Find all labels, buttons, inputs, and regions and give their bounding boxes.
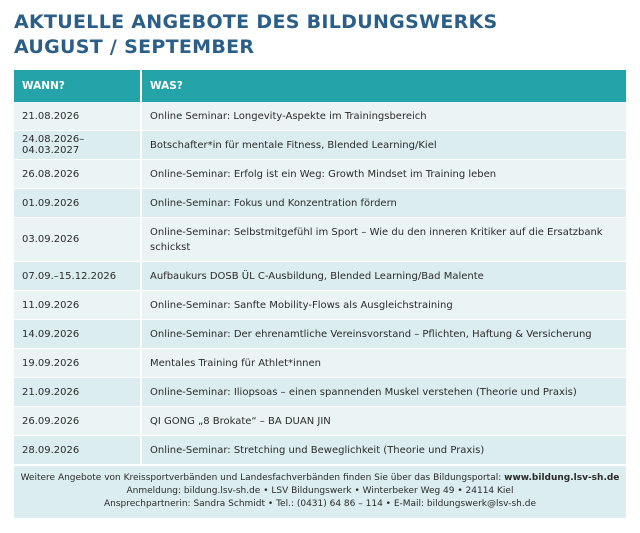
footer-line-2: Anmeldung: bildung.lsv-sh.de • LSV Bildungswerk • Winterbeker Weg 49 • 24114 Kiel — [126, 486, 514, 496]
table-row — [14, 291, 626, 320]
events-table — [14, 70, 626, 465]
event-title: Online-Seminar: Stretching und Beweglichkeit (Theorie und Praxis) — [150, 444, 485, 456]
table-row — [14, 189, 626, 218]
table-row — [14, 262, 626, 291]
event-date: 19.09.2026 — [14, 349, 142, 377]
portal-link[interactable]: www.bildung.lsv-sh.de — [504, 473, 620, 483]
footer-info — [14, 466, 626, 518]
event-title: Mentales Training für Athlet*innen — [150, 357, 321, 369]
header-when: WANN? — [14, 70, 142, 102]
table-row — [14, 160, 626, 189]
title-line-1: AKTUELLE ANGEBOTE DES BILDUNGSWERKS — [14, 11, 498, 33]
event-title: Aufbaukurs DOSB ÜL C-Ausbildung, Blended Learning/Bad Malente — [150, 270, 484, 282]
event-title: Online-Seminar: Selbstmitgefühl im Sport – Wie du den inneren Kritiker auf die Ersatzbank schickst — [150, 226, 603, 253]
table-row — [14, 320, 626, 349]
table-row — [14, 436, 626, 465]
event-title: Online-Seminar: Erfolg ist ein Weg: Growth Mindset im Training leben — [150, 168, 497, 180]
event-date: 01.09.2026 — [14, 189, 142, 217]
event-date: 11.09.2026 — [14, 291, 142, 319]
table-header — [14, 70, 626, 102]
event-date: 03.09.2026 — [14, 218, 142, 261]
event-title: Botschafter*in für mentale Fitness, Blended Learning/Kiel — [150, 139, 437, 151]
event-date: 26.09.2026 — [14, 407, 142, 435]
event-date: 24.08.2026–04.03.2027 — [14, 131, 142, 159]
event-title: Online-Seminar: Fokus und Konzentration fördern — [150, 197, 397, 209]
table-row — [14, 131, 626, 160]
footer-line-1 — [14, 472, 626, 485]
page-title — [14, 10, 498, 60]
event-date: 26.08.2026 — [14, 160, 142, 188]
event-date: 21.09.2026 — [14, 378, 142, 406]
event-date: 21.08.2026 — [14, 102, 142, 130]
event-title: Online-Seminar: Iliopsoas – einen spannenden Muskel verstehen (Theorie und Praxis) — [150, 386, 577, 398]
event-title: QI GONG „8 Brokate“ – BA DUAN JIN — [150, 415, 331, 427]
table-row — [14, 378, 626, 407]
event-title: Online-Seminar: Sanfte Mobility-Flows als Ausgleichstraining — [150, 299, 453, 311]
event-date: 28.09.2026 — [14, 436, 142, 464]
title-line-2: AUGUST / SEPTEMBER — [14, 36, 255, 58]
event-date: 07.09.–15.12.2026 — [14, 262, 142, 290]
table-row — [14, 218, 626, 262]
table-row — [14, 349, 626, 378]
footer-line-3: Ansprechpartnerin: Sandra Schmidt • Tel.: (0431) 64 86 – 114 • E-Mail: bildungswerk@lsv-sh.de — [104, 499, 536, 509]
header-what: WAS? — [150, 80, 183, 92]
table-row — [14, 407, 626, 436]
event-title: Online Seminar: Longevity-Aspekte im Trainingsbereich — [150, 110, 427, 122]
event-date: 14.09.2026 — [14, 320, 142, 348]
event-title: Online-Seminar: Der ehrenamtliche Vereinsvorstand – Pflichten, Haftung & Versicherung — [150, 328, 592, 340]
table-body — [14, 102, 626, 465]
footer-portal-text: Weitere Angebote von Kreissportverbänden und Landesfachverbänden finden Sie über das Bildungsportal: — [20, 473, 505, 483]
table-row — [14, 102, 626, 131]
